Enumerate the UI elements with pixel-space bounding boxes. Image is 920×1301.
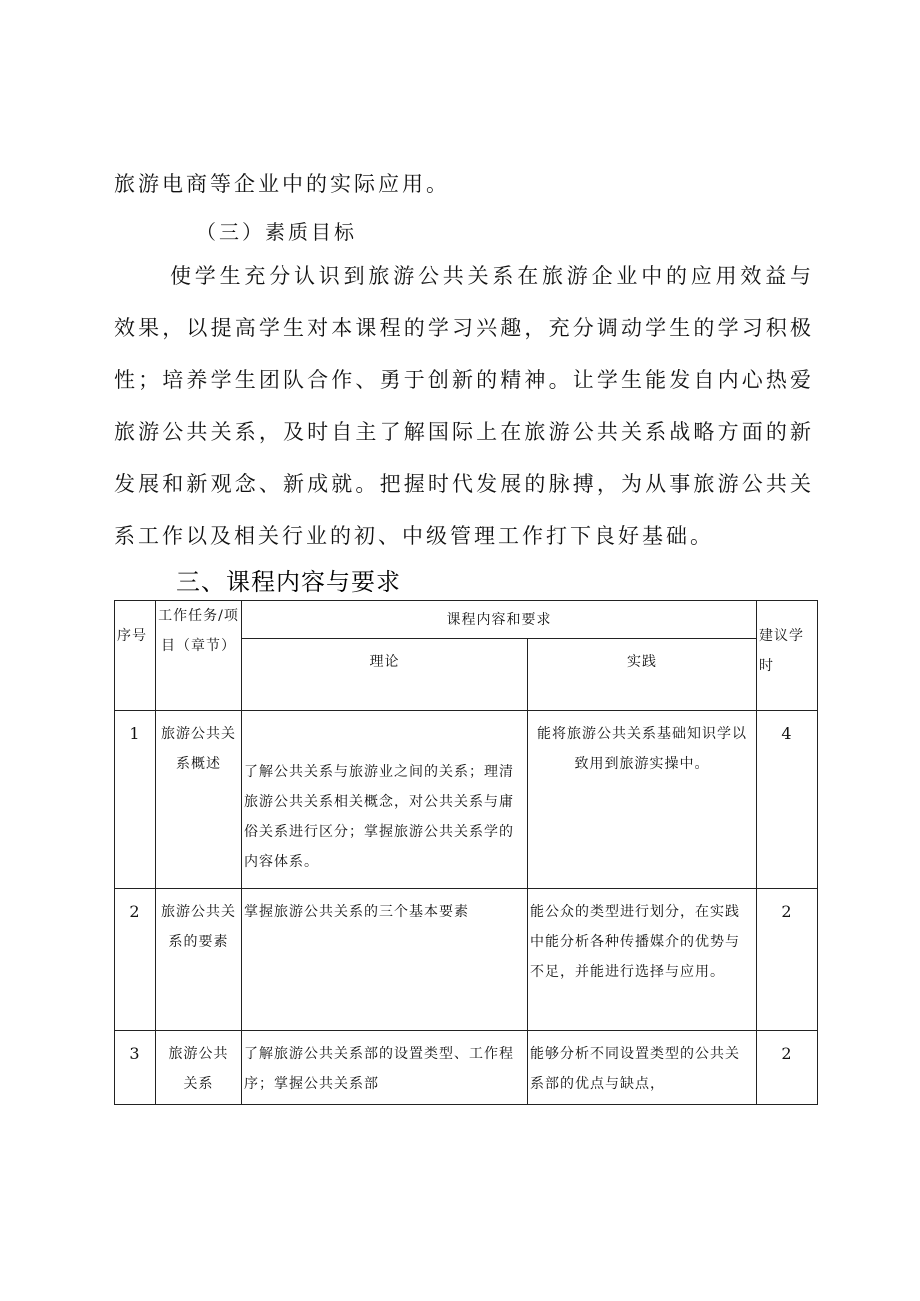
paragraph-continuation: 旅游电商等企业中的实际应用。 [114, 172, 450, 196]
table-header-row [115, 601, 818, 639]
course-content-table [114, 600, 818, 1105]
header-practice: 实践 [528, 639, 757, 711]
table-row [115, 711, 818, 889]
paragraph-quality-goals: 使学生充分认识到旅游公共关系在旅游企业中的应用效益与效果，以提高学生对本课程的学习兴趣，充分调动学生的学习积极性；培养学生团队合作、勇于创新的精神。让学生能发自内心热爱旅游公共关系，及时自主了解国际上在旅游公共关系战略方面的新发展和新观念、新成就。把握时代发展的脉搏，为从事旅游公共关系工作以及相关行业的初、中级管理工作打下良好基础。 [114, 264, 814, 548]
subsection-heading: （三）素质目标 [196, 220, 357, 244]
row-hours: 4 [757, 711, 818, 889]
header-theory: 理论 [242, 639, 528, 711]
header-hours: 建议学时 [757, 601, 818, 711]
row-task: 旅游公共关系 [156, 1031, 242, 1105]
row-seq: 3 [115, 1031, 156, 1105]
row-theory: 了解旅游公共关系部的设置类型、工作程序；掌握公共关系部 [242, 1031, 528, 1105]
table-row [115, 1031, 818, 1105]
header-content: 课程内容和要求 [242, 601, 757, 639]
table-row [115, 889, 818, 1031]
row-practice: 能够分析不同设置类型的公共关系部的优点与缺点， [528, 1031, 757, 1105]
header-seq: 序号 [115, 601, 156, 711]
row-hours: 2 [757, 1031, 818, 1105]
row-task: 旅游公共关系概述 [156, 711, 242, 889]
row-practice: 能公众的类型进行划分，在实践中能分析各种传播媒介的优势与不足，并能进行选择与应用。 [528, 889, 757, 1031]
row-hours: 2 [757, 889, 818, 1031]
section-title: 三、课程内容与要求 [176, 568, 401, 596]
row-seq: 1 [115, 711, 156, 889]
row-theory: 了解公共关系与旅游业之间的关系；理清旅游公共关系相关概念，对公共关系与庸俗关系进行区分；掌握旅游公共关系学的内容体系。 [242, 711, 528, 889]
header-task: 工作任务/项目（章节） [156, 601, 242, 711]
row-seq: 2 [115, 889, 156, 1031]
row-practice: 能将旅游公共关系基础知识学以致用到旅游实操中。 [528, 711, 757, 889]
row-theory: 掌握旅游公共关系的三个基本要素 [242, 889, 528, 1031]
row-task: 旅游公共关系的要素 [156, 889, 242, 1031]
